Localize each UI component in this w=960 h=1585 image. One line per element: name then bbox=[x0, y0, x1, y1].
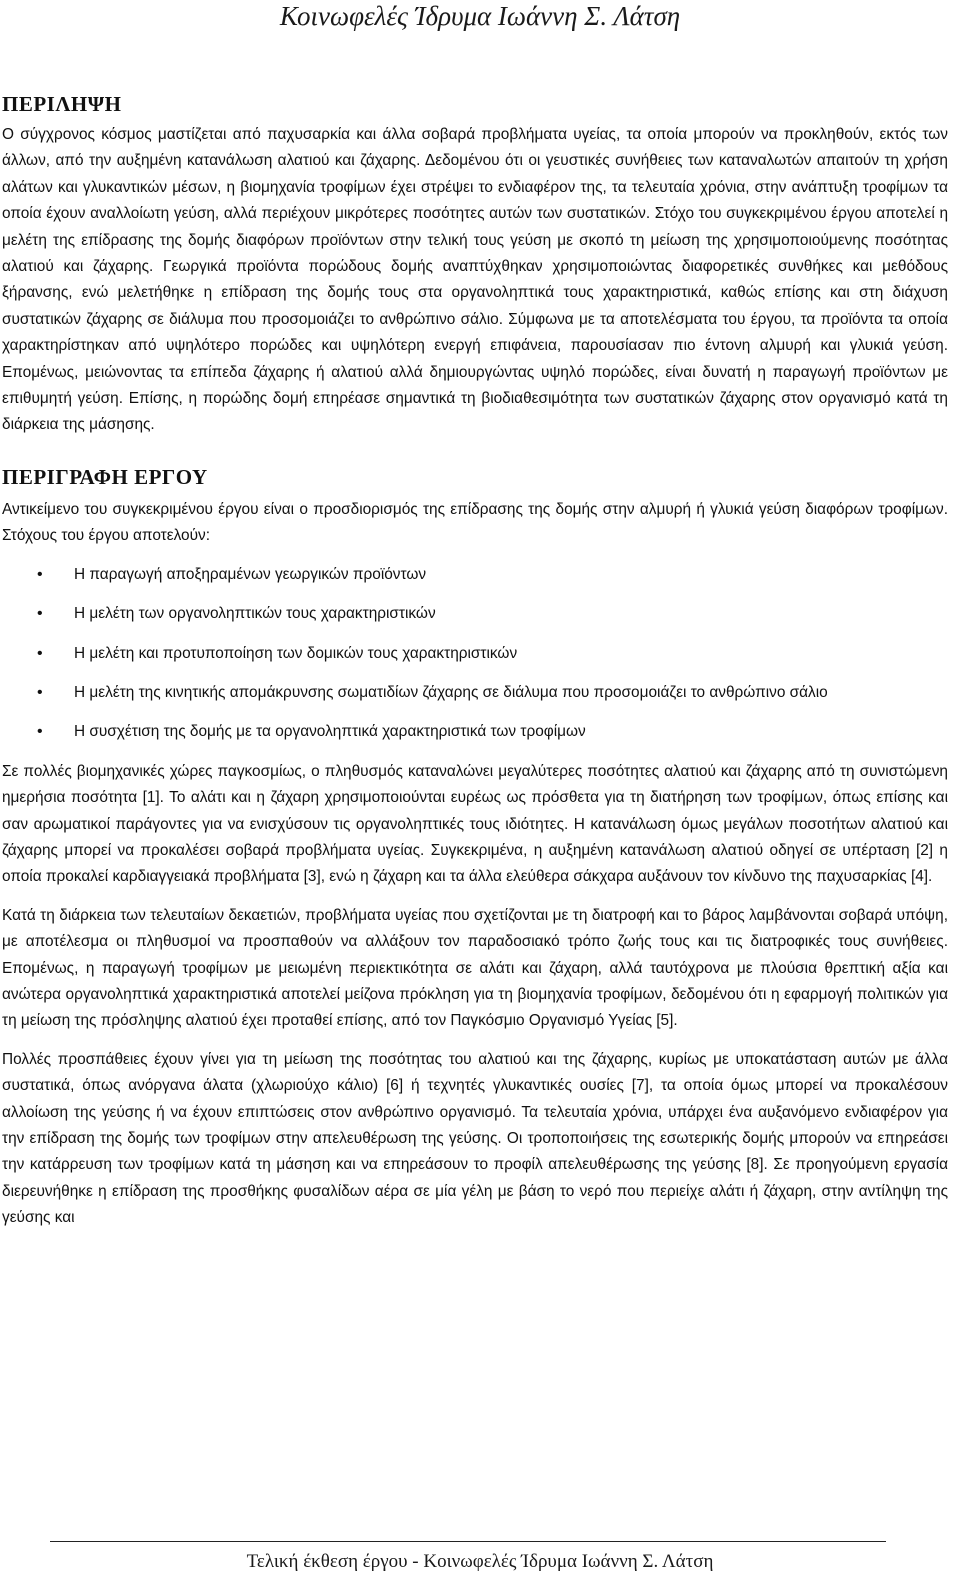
bullet-icon: • bbox=[37, 723, 43, 741]
objective-text: Η μελέτη των οργανοληπτικών τους χαρακτηριστικών bbox=[74, 605, 436, 623]
bullet-icon: • bbox=[37, 565, 43, 583]
page-header-title: Κοινωφελές Ίδρυμα Ιωάννη Σ. Λάτση bbox=[279, 1, 681, 31]
objectives-list bbox=[2, 562, 948, 746]
description-intro-paragraph: Αντικείμενο του συγκεκριμένου έργου είναι ο προσδιορισμός της επίδρασης της δομής στην αλμυρή ή γλυκιά γεύση διαφόρων τροφίμων. Στόχους του έργου αποτελούν: bbox=[2, 500, 948, 545]
objective-text: Η μελέτη και προτυποποίηση των δομικών τους χαρακτηριστικών bbox=[74, 644, 518, 662]
bullet-icon: • bbox=[37, 644, 43, 662]
body-paragraph-3: Πολλές προσπάθειες έχουν γίνει για τη μείωση της ποσότητας του αλατιού και της ζάχαρης, κυρίως με υποκατάσταση αυτών με άλλα συστατικά, όπως ανόργανα άλατα (χλωριούχο κάλιο) [6] ή τεχνητές γλυκαντικές ουσίες [7], τα οποία όμως μπορεί να προκαλέσουν αλλοίωση της γεύσης ή να έχουν επιπτώσεις στον ανθρώπινο οργανισμό. Τα τελευταία χρόνια, υπάρχει ένα αυξανόμενο ενδιαφέρον για την επίδραση της δομής των τροφίμων στην απελευθέρωση της γεύσης. Οι τροποποιήσεις της εσωτερικής δομής μπορούν να επηρεάσει την κατάρρευση των τροφίμων κατά τη μάσηση και να επηρεάσουν το προφίλ απελευθέρωσης της γεύσης [8]. Σε προηγούμενη εργασία διερευνήθηκε η επίδραση της προσθήκης φυσαλίδων αέρα σε μία γέλη με βάση το νερό που περιείχε αλάτι ή ζάχαρη, στην αντίληψη της γεύσης και bbox=[2, 1050, 948, 1227]
bullet-icon: • bbox=[37, 605, 43, 623]
page-content bbox=[2, 82, 948, 1244]
objective-text: Η μελέτη της κινητικής απομάκρυνσης σωματιδίων ζάχαρης σε διάλυμα που προσομοιάζει το ανθρώπινο σάλιο bbox=[74, 683, 828, 701]
abstract-heading: ΠΕΡΙΛΗΨΗ bbox=[2, 92, 122, 116]
objective-list-item bbox=[2, 719, 948, 745]
objective-list-item bbox=[2, 601, 948, 627]
objective-text: Η παραγωγή αποξηραμένων γεωργικών προϊόντων bbox=[74, 565, 427, 583]
objective-list-item bbox=[2, 562, 948, 588]
body-paragraph-1: Σε πολλές βιομηχανικές χώρες παγκοσμίως, ο πληθυσμός καταναλώνει μεγαλύτερες ποσότητες αλατιού και ζάχαρης από τη συνιστώμενη ημερήσια ποσότητα [1]. Το αλάτι και η ζάχαρη χρησιμοποιούνται ευρέως ως πρόσθετα για τη διατήρηση των τροφίμων, όπως επίσης και σαν αρωματικοί παράγοντες για να ενισχύσουν τις οργανοληπτικές τους ιδιότητες. Η κατανάλωση όμως μεγάλων ποσοτήτων αλατιού και ζάχαρης μπορεί να προκαλέσει σοβαρά προβλήματα υγείας. Συγκεκριμένα, η αυξημένη κατανάλωση αλατιού οδηγεί σε υπέρταση [2] η οποία προκαλεί καρδιαγγειακά προβλήματα [3], ενώ η ζάχαρη και τα άλλα ελεύθερα σάκχαρα αυξάνουν τον κίνδυνο της παχυσαρκίας [4]. bbox=[2, 762, 948, 886]
description-heading: ΠΕΡΙΓΡΑΦΗ ΕΡΓΟΥ bbox=[2, 464, 208, 489]
page-footer-text: Τελική έκθεση έργου - Κοινωφελές Ίδρυμα Ιωάννη Σ. Λάτση bbox=[246, 1551, 714, 1572]
objective-list-item bbox=[2, 680, 948, 706]
bullet-icon: • bbox=[37, 683, 43, 701]
abstract-paragraph: Ο σύγχρονος κόσμος μαστίζεται από παχυσαρκία και άλλα σοβαρά προβλήματα υγείας, τα οποία μπορούν να προκληθούν, εκτός των άλλων, από την αυξημένη κατανάλωση αλατιού και ζάχαρης. Δεδομένου ότι οι γευστικές συνήθειες των καταναλωτών απαιτούν τη χρήση αλάτων και γλυκαντικών μέσων, η βιομηχανία τροφίμων έχει στρέψει το ενδιαφέρον της, τα τελευταία χρόνια, στην ανάπτυξη τροφίμων τα οποία έχουν αναλλοίωτη γεύση, αλλά περιέχουν μικρότερες ποσότητες αυτών των συστατικών. Στόχο του συγκεκριμένου έργου αποτελεί η μελέτη της επίδρασης της δομής διαφόρων προϊόντων στην τελική τους γεύση με σκοπό τη μείωση της χρησιμοποιούμενης ποσότητας αλατιού και ζάχαρης. Γεωργικά προϊόντα πορώδους δομής αναπτύχθηκαν χρησιμοποιώντας διαφορετικές συνθήκες και μεθόδους ξήρανσης, ενώ μελετήθηκε η επίδραση της δομής τους στα οργανοληπτικά τους χαρακτηριστικά, καθώς επίσης και στη διάχυση συστατικών ζάχαρης σε διάλυμα που προσομοιάζει το ανθρώπινο σάλιο. Σύμφωνα με τα αποτελέσματα του έργου, τα προϊόντα τα οποία χαρακτηρίστηκαν από υψηλότερο πορώδες και υψηλότερη ενεργή επιφάνεια, παρουσίασαν πιο έντονη αλμυρή και γλυκιά γεύση. Επομένως, μειώνοντας τα επίπεδα ζάχαρης ή αλατιού αλλά δημιουργώντας υψηλό πορώδες, είναι δυνατή η παραγωγή προϊόντων με επιθυμητή γεύση. Επίσης, η πορώδης δομή επηρέασε σημαντικά τη βιοδιαθεσιμότητα των συστατικών ζάχαρης στον οργανισμό κατά τη διάρκεια της μάσησης. bbox=[2, 126, 948, 434]
objective-text: Η συσχέτιση της δομής με τα οργανοληπτικά χαρακτηριστικά των τροφίμων bbox=[74, 723, 586, 741]
objective-list-item bbox=[2, 641, 948, 667]
footer-divider bbox=[50, 1541, 886, 1542]
body-paragraph-2: Κατά τη διάρκεια των τελευταίων δεκαετιών, προβλήματα υγείας που σχετίζονται με τη διατροφή και το βάρος λαμβάνονται σοβαρά υπόψη, με αποτέλεσμα οι πληθυσμοί να προσπαθούν να αλλάξουν τον παραδοσιακό τρόπο ζωής τους και τις διατροφικές τους συνήθειες. Επομένως, η παραγωγή τροφίμων με μειωμένη περιεκτικότητα σε αλάτι και ζάχαρη, αλλά ταυτόχρονα με πλούσια θρεπτική αξία και ανώτερα οργανοληπτικά χαρακτηριστικά αποτελεί μείζονα πρόκληση για τη βιομηχανία τροφίμων, δεδομένου ότι η εφαρμογή πολιτικών για τη μείωση της πρόσληψης αλατιού έχει προταθεί επίσης, από τον Παγκόσμιο Οργανισμό Υγείας [5]. bbox=[2, 906, 948, 1030]
